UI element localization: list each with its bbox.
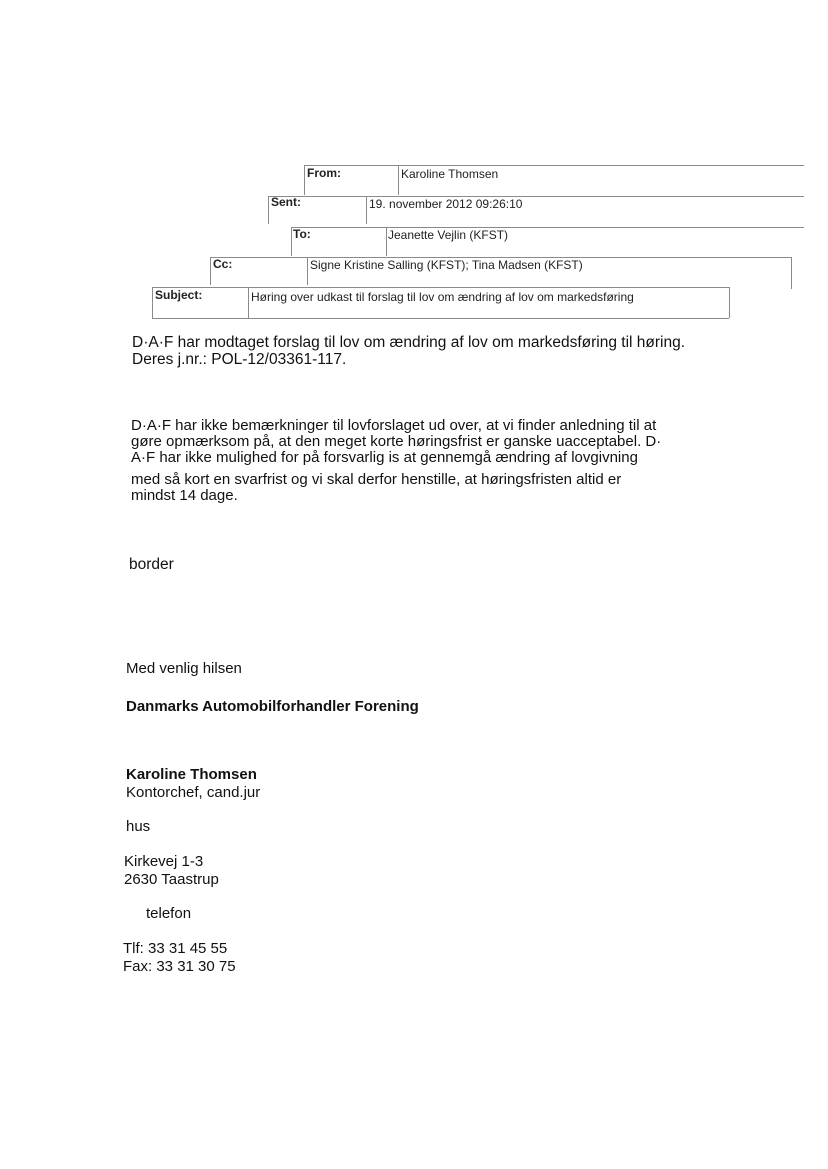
cc-value-divider <box>307 257 308 285</box>
signature-name: Karoline Thomsen <box>126 766 257 783</box>
from-label: From: <box>307 166 341 180</box>
signature-address-line-1: Kirkevej 1-3 <box>124 853 204 870</box>
subject-row-top-rule <box>152 287 729 288</box>
cc-value: Signe Kristine Salling (KFST); Tina Madsen (KFST) <box>310 258 583 272</box>
cc-row-divider <box>210 257 211 285</box>
sent-row-top-rule <box>268 196 804 197</box>
subject-value-divider <box>248 287 249 318</box>
body-paragraph-2-line-2: gøre opmærksom på, at den meget korte høringsfrist er ganske uacceptabel. D· <box>131 433 662 450</box>
from-value-divider <box>398 165 399 195</box>
signature-greeting: Med venlig hilsen <box>126 660 242 677</box>
signature-phone: Tlf: 33 31 45 55 <box>123 940 228 957</box>
cc-row-right-edge <box>791 257 792 289</box>
sent-value-divider <box>366 196 367 224</box>
subject-row-right-edge <box>729 287 730 318</box>
signature-telefon: telefon <box>146 905 192 922</box>
subject-row-left-edge <box>152 287 153 318</box>
from-row-divider <box>304 165 305 195</box>
body-paragraph-2-line-1: D·A·F har ikke bemærkninger til lovforslaget ud over, at vi finder anledning til at <box>131 417 657 434</box>
sent-row-divider <box>268 196 269 224</box>
signature-address-line-2: 2630 Taastrup <box>124 871 219 888</box>
signature-hus: hus <box>126 818 151 835</box>
sent-value: 19. november 2012 09:26:10 <box>369 197 523 211</box>
to-row-divider <box>291 227 292 256</box>
body-paragraph-2-line-5: mindst 14 dage. <box>131 487 238 504</box>
signature-fax: Fax: 33 31 30 75 <box>123 958 236 975</box>
body-paragraph-1-line-1: D·A·F har modtaget forslag til lov om ændring af lov om markedsføring til høring. <box>132 334 686 351</box>
border-word: border <box>129 556 174 573</box>
from-value: Karoline Thomsen <box>401 167 499 181</box>
subject-value: Høring over udkast til forslag til lov om ændring af lov om markedsføring <box>251 290 634 304</box>
signature-title: Kontorchef, cand.jur <box>126 784 261 801</box>
cc-label: Cc: <box>213 257 233 271</box>
to-value-divider <box>386 227 387 256</box>
sent-label: Sent: <box>271 195 301 209</box>
body-paragraph-2-line-4: med så kort en svarfrist og vi skal derfor henstille, at høringsfristen altid er <box>131 471 622 488</box>
body-paragraph-1-line-2: Deres j.nr.: POL-12/03361-117. <box>132 351 347 368</box>
body-paragraph-2-line-3: A·F har ikke mulighed for på forsvarlig is at gennemgå ændring af lovgivning <box>131 449 638 466</box>
to-row-top-rule <box>291 227 804 228</box>
to-value: Jeanette Vejlin (KFST) <box>388 228 509 242</box>
from-row-top-rule <box>304 165 804 166</box>
signature-organization: Danmarks Automobilforhandler Forening <box>126 698 419 715</box>
subject-row-bottom-rule <box>152 318 729 319</box>
to-label: To: <box>293 227 311 241</box>
subject-label: Subject: <box>155 288 203 302</box>
